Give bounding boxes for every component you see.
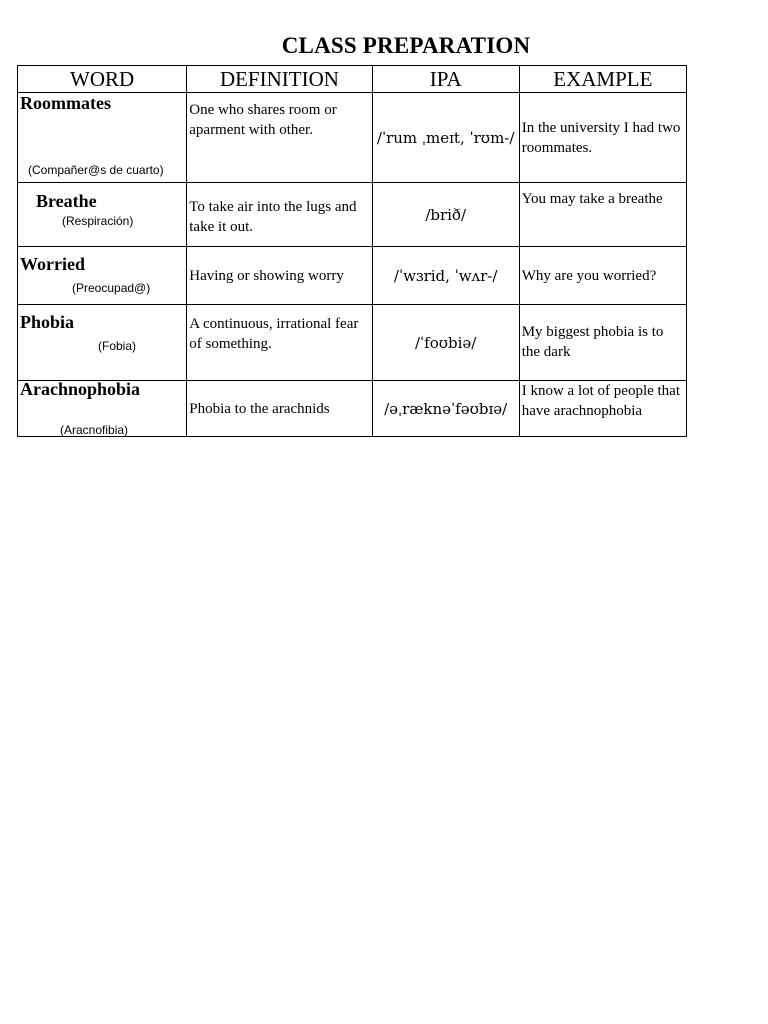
example-cell: In the university I had two roommates. xyxy=(519,93,686,183)
translation: (Fobia) xyxy=(98,339,137,353)
vocabulary-table xyxy=(17,65,687,437)
example-cell: You may take a breathe xyxy=(519,183,686,247)
word-cell xyxy=(18,381,187,437)
ipa-cell: /ˈwɜrid, ˈwʌr-/ xyxy=(372,247,519,305)
header-example: EXAMPLE xyxy=(519,66,686,93)
header-word: WORD xyxy=(18,66,187,93)
word: Roommates xyxy=(20,93,111,113)
ipa-cell: /brið/ xyxy=(372,183,519,247)
example-cell: Why are you worried? xyxy=(519,247,686,305)
definition-cell: One who shares room or aparment with other. xyxy=(187,93,372,183)
table-row xyxy=(18,247,687,305)
word: Worried xyxy=(20,254,85,274)
translation: (Respiración) xyxy=(62,214,134,228)
ipa-cell: /əˌræknəˈfəʊbɪə/ xyxy=(372,381,519,437)
example-cell: I know a lot of people that have arachnophobia xyxy=(519,381,686,437)
definition-cell: Phobia to the arachnids xyxy=(187,381,372,437)
definition-cell: To take air into the lugs and take it out. xyxy=(187,183,372,247)
table-row xyxy=(18,381,687,437)
word-cell xyxy=(18,183,187,247)
translation: (Preocupad@) xyxy=(72,281,151,295)
table-row xyxy=(18,93,687,183)
table-row xyxy=(18,305,687,381)
word-cell xyxy=(18,305,187,381)
definition-cell: Having or showing worry xyxy=(187,247,372,305)
translation: (Aracnofibia) xyxy=(60,423,129,437)
word: Arachnophobia xyxy=(20,379,141,399)
ipa-cell: /ˈfoʊbiə/ xyxy=(372,305,519,381)
header-definition: DEFINITION xyxy=(187,66,372,93)
translation: (Compañer@s de cuarto) xyxy=(28,163,164,177)
ipa-cell: /ˈrum ˌmeɪt, ˈrʊm-/ xyxy=(372,93,519,183)
table-header-row xyxy=(18,66,687,93)
example-cell: My biggest phobia is to the dark xyxy=(519,305,686,381)
table-row xyxy=(18,183,687,247)
word-cell xyxy=(18,93,187,183)
word: Breathe xyxy=(36,191,97,211)
word-cell xyxy=(18,247,187,305)
definition-cell: A continuous, irrational fear of something. xyxy=(187,305,372,381)
header-ipa: IPA xyxy=(372,66,519,93)
page-title: CLASS PREPARATION xyxy=(281,33,531,58)
word: Phobia xyxy=(20,312,75,332)
